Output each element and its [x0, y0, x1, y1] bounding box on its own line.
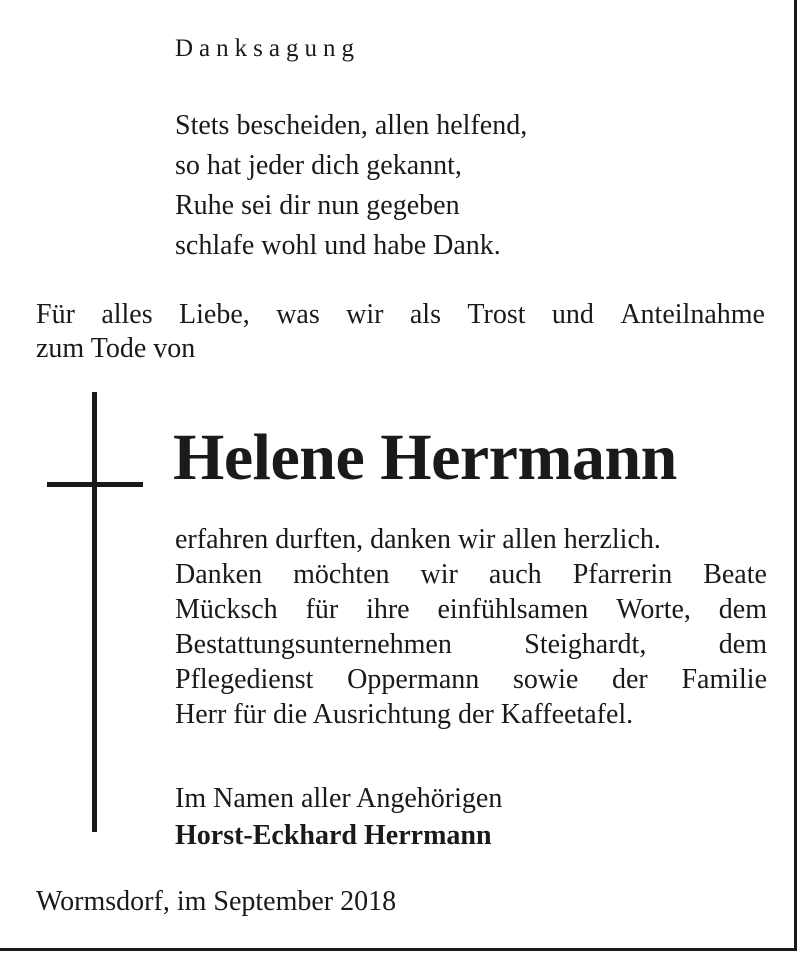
- intro-word: Liebe,: [179, 299, 250, 330]
- thanks-line: [175, 557, 767, 592]
- thanks-word: der: [612, 664, 648, 695]
- intro-word: Anteilnahme: [620, 299, 765, 330]
- verse-line: Stets bescheiden, allen helfend,: [175, 110, 528, 141]
- thanks-word: einfühlsamen: [437, 594, 589, 625]
- thanks-line: [175, 662, 767, 697]
- deceased-name: Helene Herrmann: [173, 421, 677, 494]
- intro-word: wir: [346, 299, 384, 330]
- intro-word: was: [276, 299, 320, 330]
- intro-word: Für: [36, 299, 75, 330]
- thanks-word: Worte,: [616, 594, 691, 625]
- intro-word: Trost: [467, 299, 526, 330]
- verse-line: Ruhe sei dir nun gegeben: [175, 190, 460, 221]
- thanks-word: für: [305, 594, 339, 625]
- thanks-word: Herr für die Ausrichtung der Kaffeetafel.: [175, 699, 634, 730]
- thanks-word: Bestattungsunternehmen: [175, 629, 452, 660]
- intro-line: zum Tode von: [36, 333, 196, 364]
- thanks-word: Steighardt,: [524, 629, 647, 660]
- closing-block: [175, 780, 502, 854]
- thanks-word: dem: [718, 594, 767, 625]
- notice-heading: Danksagung: [175, 35, 360, 62]
- thanks-word: wir: [420, 559, 458, 590]
- thanks-word: ihre: [366, 594, 410, 625]
- thanks-word: möchten: [293, 559, 390, 590]
- thanks-word: Familie: [681, 664, 767, 695]
- thanks-word: auch: [488, 559, 542, 590]
- intro-word: und: [551, 299, 594, 330]
- place-date: Wormsdorf, im September 2018: [36, 886, 397, 917]
- intro-word: alles: [101, 299, 153, 330]
- thanks-word: Danken: [175, 559, 263, 590]
- thanks-paragraph: [175, 522, 767, 732]
- verse-line: so hat jeder dich gekannt,: [175, 150, 462, 181]
- thanks-word: Mücksch: [175, 594, 278, 625]
- thanks-word: sowie: [512, 664, 579, 695]
- intro-line: [36, 298, 765, 332]
- closing-line: Im Namen aller Angehörigen: [175, 783, 503, 814]
- thanks-line: [175, 627, 767, 662]
- thanks-word: Beate: [703, 559, 767, 590]
- memorial-verse: [175, 106, 527, 266]
- thanks-word: Oppermann: [347, 664, 480, 695]
- thanks-word: erfahren durften, danken wir allen herzlich.: [175, 524, 661, 555]
- cross-icon: [92, 392, 97, 832]
- signer-name: Horst-Eckhard Herrmann: [175, 820, 492, 851]
- verse-line: schlafe wohl und habe Dank.: [175, 230, 501, 261]
- thanks-line: [175, 522, 767, 557]
- thanks-word: Pflegedienst: [175, 664, 314, 695]
- thanks-word: Pfarrerin: [572, 559, 673, 590]
- intro-paragraph: [36, 298, 765, 366]
- cross-icon-bar: [47, 482, 143, 487]
- thanks-word: dem: [718, 629, 767, 660]
- thanks-line: [175, 592, 767, 627]
- intro-word: als: [409, 299, 441, 330]
- thanks-line: [175, 697, 767, 732]
